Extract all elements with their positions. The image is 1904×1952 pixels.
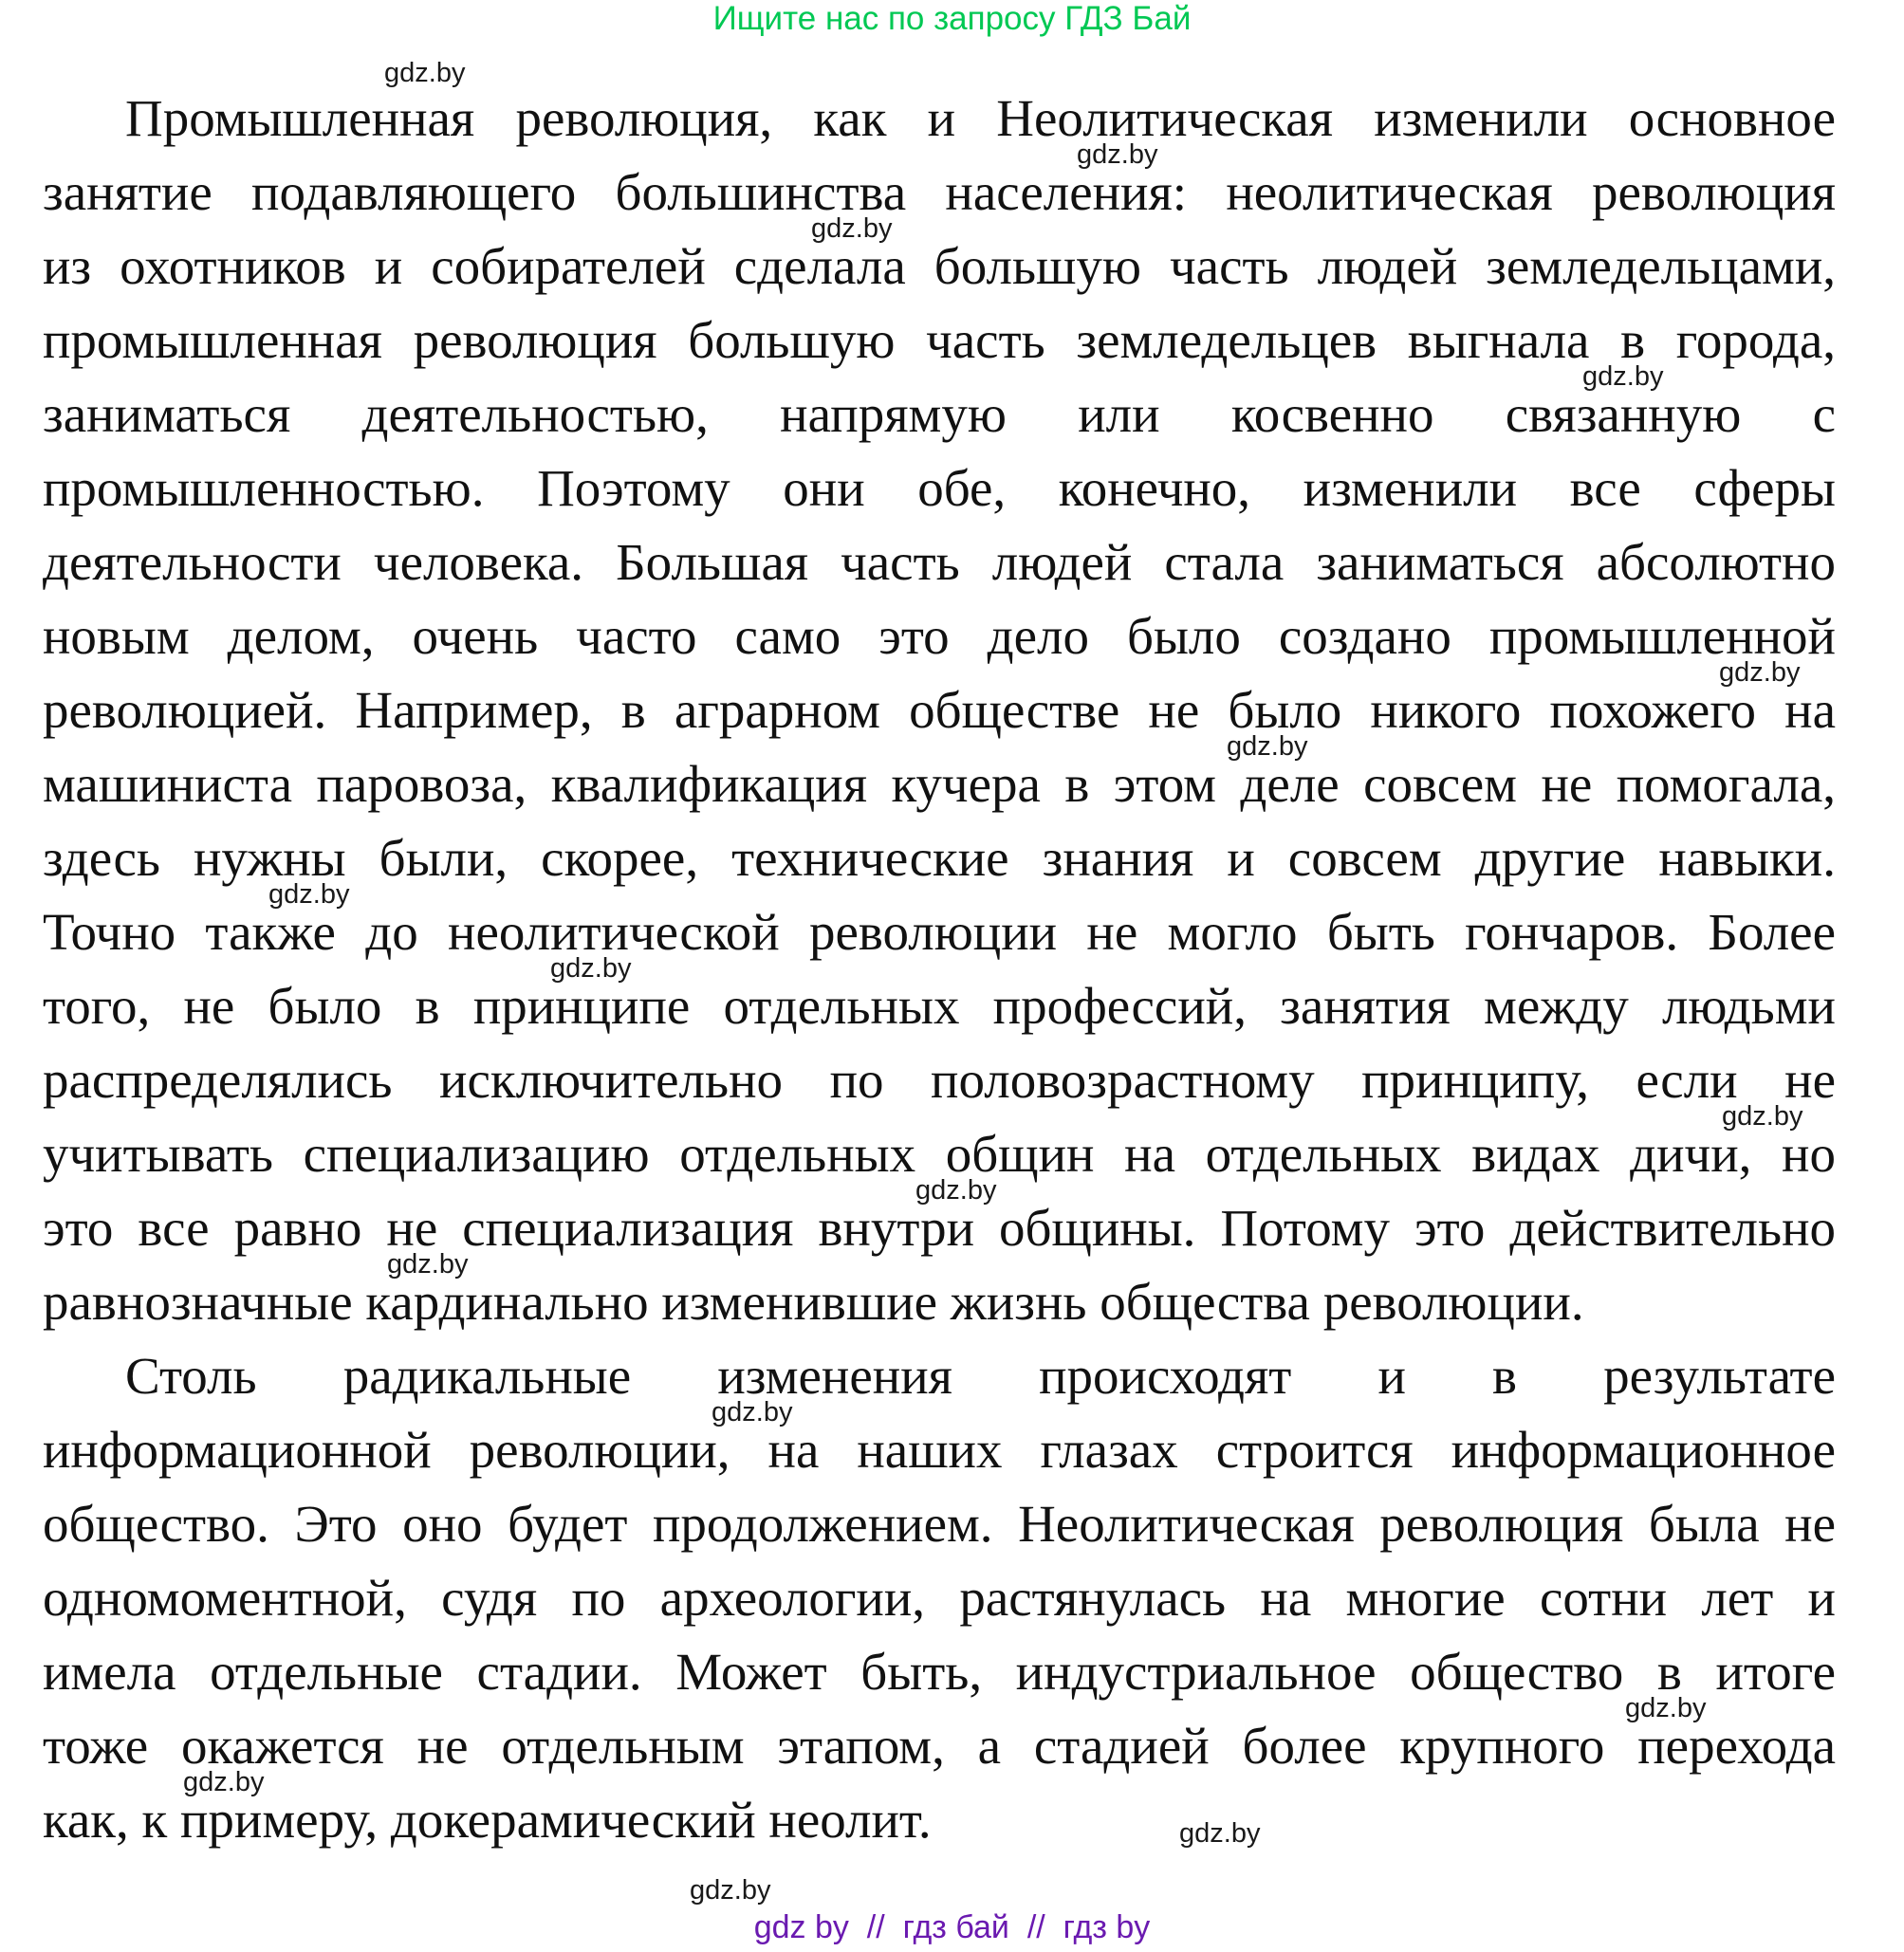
- paragraph-2-line-4: одномоментной, судя по археологии, растянулась на многие сотни лет и: [43, 1569, 1836, 1627]
- watermark: gdz.by: [690, 1875, 771, 1906]
- watermark: gdz.by: [1179, 1818, 1261, 1849]
- watermark: gdz.by: [712, 1397, 793, 1427]
- paragraph-1-line-1: Промышленная революция, как и Неолитическая изменили основное: [125, 89, 1836, 147]
- watermark: gdz.by: [183, 1767, 265, 1797]
- paragraph-1-line-4: промышленная революция большую часть земледельцев выгнала в города,: [43, 311, 1836, 369]
- paragraph-1-line-7: деятельности человека. Большая часть людей стала заниматься абсолютно: [43, 533, 1836, 591]
- paragraph-2-line-6: тоже окажется не отдельным этапом, а стадией более крупного перехода: [43, 1717, 1836, 1775]
- watermark: gdz.by: [1077, 139, 1158, 170]
- paragraph-1-line-15: учитывать специализацию отдельных общин на отдельных видах дичи, но: [43, 1125, 1836, 1183]
- paragraph-2-line-7: как, к примеру, докерамический неолит.: [43, 1791, 932, 1849]
- paragraph-1-line-8: новым делом, очень часто само это дело было создано промышленной: [43, 607, 1836, 665]
- watermark: gdz.by: [550, 953, 632, 984]
- paragraph-1-line-12: Точно также до неолитической революции не могло быть гончаров. Более: [43, 903, 1836, 961]
- watermark: gdz.by: [811, 213, 893, 244]
- watermark: gdz.by: [384, 58, 466, 88]
- paragraph-1-line-2: занятие подавляющего большинства населения: неолитическая революция: [43, 163, 1836, 221]
- watermark: gdz.by: [387, 1249, 469, 1280]
- paragraph-1-line-6: промышленностью. Поэтому они обе, конечно, изменили все сферы: [43, 459, 1836, 517]
- watermark: gdz.by: [915, 1175, 997, 1206]
- paragraph-2-line-2: информационной революции, на наших глазах строится информационное: [43, 1421, 1836, 1479]
- paragraph-1-line-13: того, не было в принципе отдельных профессий, занятия между людьми: [43, 977, 1836, 1035]
- paragraph-1-line-17: равнозначные кардинально изменившие жизнь общества революции.: [43, 1273, 1584, 1331]
- watermark: gdz.by: [1582, 361, 1664, 392]
- watermark: gdz.by: [1722, 1101, 1803, 1132]
- paragraph-2-line-5: имела отдельные стадии. Может быть, индустриальное общество в итоге: [43, 1643, 1836, 1701]
- paragraph-1-line-3: из охотников и собирателей сделала большую часть людей земледельцами,: [43, 237, 1836, 295]
- paragraph-2-line-1: Столь радикальные изменения происходят и в результате: [125, 1347, 1836, 1405]
- paragraph-1-line-16: это все равно не специализация внутри общины. Потому это действительно: [43, 1199, 1836, 1257]
- paragraph-2-line-3: общество. Это оно будет продолжением. Неолитическая революция была не: [43, 1495, 1836, 1553]
- paragraph-1-line-14: распределялись исключительно по половозрастному принципу, если не: [43, 1051, 1836, 1109]
- watermark: gdz.by: [1719, 657, 1801, 688]
- paragraph-1-line-11: здесь нужны были, скорее, технические знания и совсем другие навыки.: [43, 829, 1836, 887]
- paragraph-1-line-9: революцией. Например, в аграрном обществе не было никого похожего на: [43, 681, 1836, 739]
- watermark: gdz.by: [1227, 731, 1308, 762]
- footer-links: gdz by // гдз бай // гдз by: [753, 1909, 1151, 1945]
- paragraph-1-line-10: машиниста паровоза, квалификация кучера в этом деле совсем не помогала,: [43, 755, 1836, 813]
- watermark: gdz.by: [1625, 1693, 1707, 1723]
- search-hint-banner: Ищите нас по запросу ГДЗ Бай: [712, 0, 1192, 37]
- paragraph-1-line-5: заниматься деятельностью, напрямую или косвенно связанную с: [43, 385, 1836, 443]
- watermark: gdz.by: [268, 879, 350, 910]
